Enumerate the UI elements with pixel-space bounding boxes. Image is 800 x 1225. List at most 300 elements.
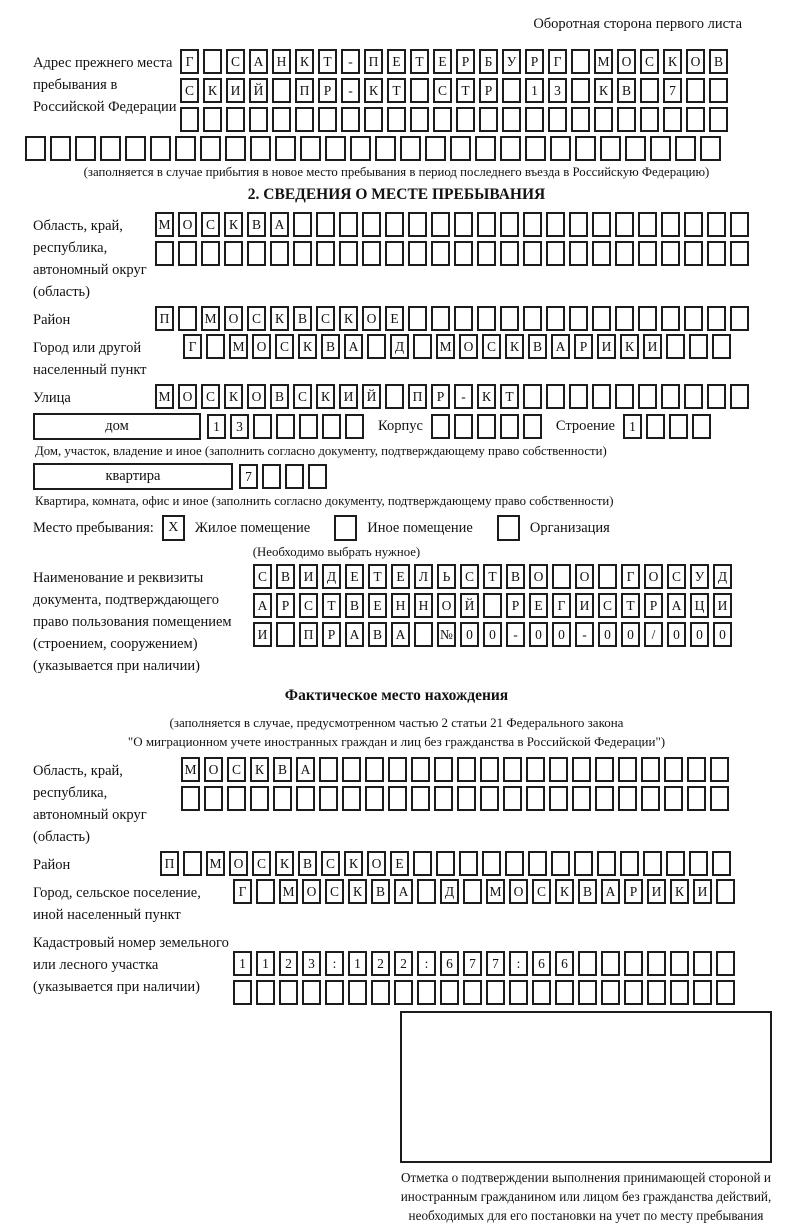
form-cell[interactable] (387, 107, 406, 132)
form-cell[interactable] (710, 757, 729, 782)
form-cell[interactable] (523, 241, 542, 266)
form-cell[interactable]: С (201, 384, 220, 409)
form-cell[interactable] (707, 306, 726, 331)
form-cell[interactable] (730, 384, 749, 409)
form-cell[interactable] (675, 136, 696, 161)
form-cell[interactable] (601, 980, 620, 1005)
form-cell[interactable] (300, 136, 321, 161)
form-cell[interactable] (670, 951, 689, 976)
form-cell[interactable]: О (178, 212, 197, 237)
form-cell[interactable]: О (367, 851, 386, 876)
form-cell[interactable] (276, 414, 295, 439)
form-cell[interactable]: М (594, 49, 613, 74)
form-cell[interactable]: Е (390, 851, 409, 876)
form-cell[interactable] (408, 241, 427, 266)
form-cell[interactable] (730, 241, 749, 266)
form-cell[interactable] (716, 879, 735, 904)
form-cell[interactable]: Г (183, 334, 202, 359)
form-cell[interactable] (273, 786, 292, 811)
form-cell[interactable] (296, 786, 315, 811)
form-cell[interactable] (684, 241, 703, 266)
form-cell[interactable] (365, 757, 384, 782)
fact-gorod-row[interactable] (233, 879, 735, 904)
form-cell[interactable]: К (224, 212, 243, 237)
form-cell[interactable]: Р (276, 593, 295, 618)
form-cell[interactable]: Е (345, 564, 364, 589)
form-cell[interactable] (325, 136, 346, 161)
form-cell[interactable]: Р (456, 49, 475, 74)
form-cell[interactable] (279, 980, 298, 1005)
form-cell[interactable] (730, 212, 749, 237)
form-cell[interactable]: Т (621, 593, 640, 618)
form-cell[interactable]: : (417, 951, 436, 976)
form-cell[interactable]: К (224, 384, 243, 409)
form-cell[interactable]: Т (483, 564, 502, 589)
form-cell[interactable] (425, 136, 446, 161)
form-cell[interactable] (650, 136, 671, 161)
form-cell[interactable] (592, 384, 611, 409)
form-cell[interactable] (597, 851, 616, 876)
form-cell[interactable] (689, 334, 708, 359)
form-cell[interactable]: Е (387, 49, 406, 74)
form-cell[interactable]: В (506, 564, 525, 589)
form-cell[interactable] (661, 212, 680, 237)
form-cell[interactable]: К (348, 879, 367, 904)
form-cell[interactable] (275, 136, 296, 161)
form-cell[interactable] (411, 786, 430, 811)
mesto-checkbox-org[interactable] (497, 515, 520, 541)
form-cell[interactable] (322, 414, 341, 439)
form-cell[interactable] (500, 306, 519, 331)
form-cell[interactable]: Р (479, 78, 498, 103)
form-cell[interactable]: К (555, 879, 574, 904)
form-cell[interactable] (250, 136, 271, 161)
kadastr-row-1[interactable] (233, 951, 735, 976)
form-cell[interactable]: У (502, 49, 521, 74)
form-cell[interactable] (150, 136, 171, 161)
form-cell[interactable]: О (509, 879, 528, 904)
form-cell[interactable] (362, 212, 381, 237)
form-cell[interactable]: И (597, 334, 616, 359)
form-cell[interactable]: В (345, 593, 364, 618)
form-cell[interactable] (549, 757, 568, 782)
form-cell[interactable]: Т (500, 384, 519, 409)
form-cell[interactable]: М (229, 334, 248, 359)
form-cell[interactable]: - (341, 49, 360, 74)
form-cell[interactable]: Р (525, 49, 544, 74)
form-cell[interactable] (410, 107, 429, 132)
form-cell[interactable] (700, 136, 721, 161)
form-cell[interactable]: С (532, 879, 551, 904)
doc-row-1[interactable] (253, 564, 732, 589)
form-cell[interactable]: Л (414, 564, 433, 589)
form-cell[interactable]: К (344, 851, 363, 876)
form-cell[interactable] (319, 786, 338, 811)
form-cell[interactable] (454, 306, 473, 331)
form-cell[interactable] (50, 136, 71, 161)
form-cell[interactable] (454, 414, 473, 439)
form-cell[interactable]: С (253, 564, 272, 589)
form-cell[interactable]: 0 (598, 622, 617, 647)
form-cell[interactable]: Д (713, 564, 732, 589)
kadastr-row-2[interactable] (233, 980, 735, 1005)
prev-address-row-2[interactable] (180, 78, 728, 103)
raion-row[interactable] (155, 306, 749, 331)
form-cell[interactable] (670, 980, 689, 1005)
form-cell[interactable]: Й (249, 78, 268, 103)
form-cell[interactable]: А (249, 49, 268, 74)
form-cell[interactable] (477, 212, 496, 237)
form-cell[interactable] (345, 414, 364, 439)
form-cell[interactable]: К (270, 306, 289, 331)
form-cell[interactable] (316, 212, 335, 237)
form-cell[interactable]: В (298, 851, 317, 876)
form-cell[interactable] (500, 414, 519, 439)
form-cell[interactable]: 0 (529, 622, 548, 647)
korpus-cells[interactable] (431, 414, 542, 439)
form-cell[interactable]: Й (460, 593, 479, 618)
form-cell[interactable] (664, 786, 683, 811)
form-cell[interactable]: В (709, 49, 728, 74)
form-cell[interactable]: Т (318, 49, 337, 74)
form-cell[interactable]: В (368, 622, 387, 647)
prev-address-row-4[interactable] (25, 136, 760, 161)
form-cell[interactable] (181, 786, 200, 811)
form-cell[interactable] (341, 107, 360, 132)
fact-raion-row[interactable] (160, 851, 731, 876)
form-cell[interactable] (454, 241, 473, 266)
form-cell[interactable] (204, 786, 223, 811)
form-cell[interactable]: И (253, 622, 272, 647)
form-cell[interactable]: Т (410, 49, 429, 74)
form-cell[interactable] (595, 786, 614, 811)
form-cell[interactable] (203, 49, 222, 74)
form-cell[interactable]: Т (387, 78, 406, 103)
form-cell[interactable] (203, 107, 222, 132)
form-cell[interactable]: К (670, 879, 689, 904)
form-cell[interactable]: В (371, 879, 390, 904)
form-cell[interactable] (569, 212, 588, 237)
form-cell[interactable] (226, 107, 245, 132)
form-cell[interactable]: 0 (713, 622, 732, 647)
form-cell[interactable] (454, 212, 473, 237)
form-cell[interactable]: 7 (663, 78, 682, 103)
form-cell[interactable] (569, 241, 588, 266)
form-cell[interactable] (272, 107, 291, 132)
form-cell[interactable] (526, 757, 545, 782)
form-cell[interactable]: С (201, 212, 220, 237)
form-cell[interactable] (592, 241, 611, 266)
form-cell[interactable] (500, 136, 521, 161)
form-cell[interactable]: С (299, 593, 318, 618)
form-cell[interactable]: 0 (460, 622, 479, 647)
form-cell[interactable] (477, 241, 496, 266)
form-cell[interactable]: О (229, 851, 248, 876)
form-cell[interactable]: К (275, 851, 294, 876)
form-cell[interactable] (350, 136, 371, 161)
form-cell[interactable]: 3 (548, 78, 567, 103)
form-cell[interactable]: И (226, 78, 245, 103)
form-cell[interactable] (716, 980, 735, 1005)
form-cell[interactable]: В (273, 757, 292, 782)
form-cell[interactable] (709, 78, 728, 103)
form-cell[interactable] (375, 136, 396, 161)
form-cell[interactable] (250, 786, 269, 811)
form-cell[interactable]: Р (506, 593, 525, 618)
form-cell[interactable] (618, 757, 637, 782)
form-cell[interactable] (663, 107, 682, 132)
form-cell[interactable] (592, 212, 611, 237)
form-cell[interactable]: Е (385, 306, 404, 331)
form-cell[interactable] (480, 786, 499, 811)
form-cell[interactable] (295, 107, 314, 132)
form-cell[interactable]: - (506, 622, 525, 647)
form-cell[interactable]: 0 (667, 622, 686, 647)
form-cell[interactable] (433, 107, 452, 132)
form-cell[interactable]: П (364, 49, 383, 74)
form-cell[interactable]: С (598, 593, 617, 618)
form-cell[interactable] (457, 757, 476, 782)
form-cell[interactable] (431, 241, 450, 266)
form-cell[interactable] (270, 241, 289, 266)
form-cell[interactable] (293, 212, 312, 237)
form-cell[interactable] (664, 757, 683, 782)
form-cell[interactable]: 2 (394, 951, 413, 976)
form-cell[interactable] (500, 212, 519, 237)
form-cell[interactable] (615, 306, 634, 331)
form-cell[interactable] (666, 334, 685, 359)
form-cell[interactable] (595, 757, 614, 782)
form-cell[interactable] (578, 980, 597, 1005)
form-cell[interactable] (502, 107, 521, 132)
form-cell[interactable]: / (644, 622, 663, 647)
form-cell[interactable] (615, 212, 634, 237)
form-cell[interactable]: К (339, 306, 358, 331)
form-cell[interactable]: О (644, 564, 663, 589)
form-cell[interactable] (285, 464, 304, 489)
form-cell[interactable] (641, 757, 660, 782)
form-cell[interactable]: О (224, 306, 243, 331)
form-cell[interactable] (707, 384, 726, 409)
form-cell[interactable] (669, 414, 688, 439)
form-cell[interactable] (638, 212, 657, 237)
form-cell[interactable] (684, 384, 703, 409)
form-cell[interactable]: И (647, 879, 666, 904)
form-cell[interactable]: И (693, 879, 712, 904)
form-cell[interactable]: № (437, 622, 456, 647)
form-cell[interactable] (503, 757, 522, 782)
form-cell[interactable] (339, 241, 358, 266)
form-cell[interactable] (224, 241, 243, 266)
oblast-row-1[interactable] (155, 212, 749, 237)
form-cell[interactable] (712, 334, 731, 359)
form-cell[interactable]: О (247, 384, 266, 409)
form-cell[interactable] (546, 241, 565, 266)
form-cell[interactable] (431, 306, 450, 331)
form-cell[interactable] (308, 464, 327, 489)
form-cell[interactable] (592, 306, 611, 331)
form-cell[interactable]: О (204, 757, 223, 782)
form-cell[interactable]: В (276, 564, 295, 589)
form-cell[interactable] (256, 879, 275, 904)
form-cell[interactable]: 0 (690, 622, 709, 647)
form-cell[interactable] (523, 306, 542, 331)
form-cell[interactable] (459, 851, 478, 876)
form-cell[interactable] (482, 851, 501, 876)
form-cell[interactable] (693, 980, 712, 1005)
form-cell[interactable]: Р (431, 384, 450, 409)
form-cell[interactable]: 3 (302, 951, 321, 976)
form-cell[interactable]: Т (322, 593, 341, 618)
form-cell[interactable] (364, 107, 383, 132)
form-cell[interactable] (574, 851, 593, 876)
form-cell[interactable]: С (640, 49, 659, 74)
form-cell[interactable] (342, 757, 361, 782)
form-cell[interactable] (431, 212, 450, 237)
form-cell[interactable] (293, 241, 312, 266)
form-cell[interactable]: С (460, 564, 479, 589)
form-cell[interactable] (647, 980, 666, 1005)
form-cell[interactable]: Ц (690, 593, 709, 618)
form-cell[interactable] (598, 564, 617, 589)
form-cell[interactable]: Е (391, 564, 410, 589)
form-cell[interactable] (684, 212, 703, 237)
form-cell[interactable] (233, 980, 252, 1005)
form-cell[interactable]: Ь (437, 564, 456, 589)
form-cell[interactable] (684, 306, 703, 331)
form-cell[interactable]: 2 (371, 951, 390, 976)
form-cell[interactable]: 6 (440, 951, 459, 976)
form-cell[interactable]: Г (552, 593, 571, 618)
form-cell[interactable] (646, 414, 665, 439)
form-cell[interactable] (262, 464, 281, 489)
form-cell[interactable]: О (686, 49, 705, 74)
gorod-row[interactable] (183, 334, 731, 359)
form-cell[interactable] (253, 414, 272, 439)
form-cell[interactable]: А (391, 622, 410, 647)
form-cell[interactable] (325, 980, 344, 1005)
form-cell[interactable]: Е (529, 593, 548, 618)
form-cell[interactable] (371, 980, 390, 1005)
form-cell[interactable]: - (575, 622, 594, 647)
form-cell[interactable]: С (433, 78, 452, 103)
doc-row-2[interactable] (253, 593, 732, 618)
form-cell[interactable] (692, 414, 711, 439)
form-cell[interactable] (552, 564, 571, 589)
form-cell[interactable] (125, 136, 146, 161)
form-cell[interactable]: 3 (230, 414, 249, 439)
form-cell[interactable] (569, 306, 588, 331)
form-cell[interactable]: Н (272, 49, 291, 74)
form-cell[interactable]: С (482, 334, 501, 359)
form-cell[interactable]: - (454, 384, 473, 409)
form-cell[interactable] (413, 334, 432, 359)
form-cell[interactable]: М (436, 334, 455, 359)
form-cell[interactable] (687, 757, 706, 782)
form-cell[interactable]: В (247, 212, 266, 237)
form-cell[interactable] (463, 879, 482, 904)
form-cell[interactable] (710, 786, 729, 811)
form-cell[interactable] (546, 212, 565, 237)
form-cell[interactable] (319, 757, 338, 782)
form-cell[interactable]: В (293, 306, 312, 331)
form-cell[interactable]: Н (414, 593, 433, 618)
form-cell[interactable] (503, 786, 522, 811)
form-cell[interactable] (247, 241, 266, 266)
form-cell[interactable]: О (252, 334, 271, 359)
form-cell[interactable] (505, 851, 524, 876)
form-cell[interactable] (550, 136, 571, 161)
form-cell[interactable] (638, 306, 657, 331)
form-cell[interactable]: В (270, 384, 289, 409)
form-cell[interactable]: К (316, 384, 335, 409)
form-cell[interactable]: 0 (552, 622, 571, 647)
form-cell[interactable] (523, 384, 542, 409)
form-cell[interactable] (417, 980, 436, 1005)
form-cell[interactable]: И (643, 334, 662, 359)
form-cell[interactable]: 0 (483, 622, 502, 647)
form-cell[interactable] (578, 951, 597, 976)
form-cell[interactable]: П (408, 384, 427, 409)
form-cell[interactable]: Г (180, 49, 199, 74)
form-cell[interactable] (385, 384, 404, 409)
form-cell[interactable] (526, 786, 545, 811)
form-cell[interactable] (385, 212, 404, 237)
form-cell[interactable]: О (302, 879, 321, 904)
form-cell[interactable] (178, 306, 197, 331)
form-cell[interactable] (450, 136, 471, 161)
form-cell[interactable] (413, 851, 432, 876)
form-cell[interactable] (686, 78, 705, 103)
form-cell[interactable] (417, 879, 436, 904)
form-cell[interactable]: О (178, 384, 197, 409)
form-cell[interactable] (618, 786, 637, 811)
form-cell[interactable] (385, 241, 404, 266)
form-cell[interactable]: А (667, 593, 686, 618)
form-cell[interactable] (523, 212, 542, 237)
form-cell[interactable] (638, 384, 657, 409)
form-cell[interactable]: - (341, 78, 360, 103)
form-cell[interactable]: С (226, 49, 245, 74)
form-cell[interactable] (641, 786, 660, 811)
form-cell[interactable]: О (529, 564, 548, 589)
form-cell[interactable]: Г (233, 879, 252, 904)
form-cell[interactable]: 1 (233, 951, 252, 976)
form-cell[interactable]: И (299, 564, 318, 589)
form-cell[interactable] (477, 414, 496, 439)
form-cell[interactable] (362, 241, 381, 266)
form-cell[interactable] (638, 241, 657, 266)
form-cell[interactable]: 1 (525, 78, 544, 103)
form-cell[interactable]: 1 (348, 951, 367, 976)
form-cell[interactable] (483, 593, 502, 618)
form-cell[interactable]: К (663, 49, 682, 74)
form-cell[interactable]: К (594, 78, 613, 103)
form-cell[interactable] (411, 757, 430, 782)
form-cell[interactable]: 6 (532, 951, 551, 976)
form-cell[interactable] (687, 786, 706, 811)
form-cell[interactable] (475, 136, 496, 161)
form-cell[interactable]: В (617, 78, 636, 103)
form-cell[interactable] (394, 980, 413, 1005)
form-cell[interactable] (661, 384, 680, 409)
form-cell[interactable] (178, 241, 197, 266)
form-cell[interactable] (624, 951, 643, 976)
form-cell[interactable]: Е (368, 593, 387, 618)
form-cell[interactable] (457, 786, 476, 811)
form-cell[interactable] (555, 980, 574, 1005)
form-cell[interactable] (661, 306, 680, 331)
